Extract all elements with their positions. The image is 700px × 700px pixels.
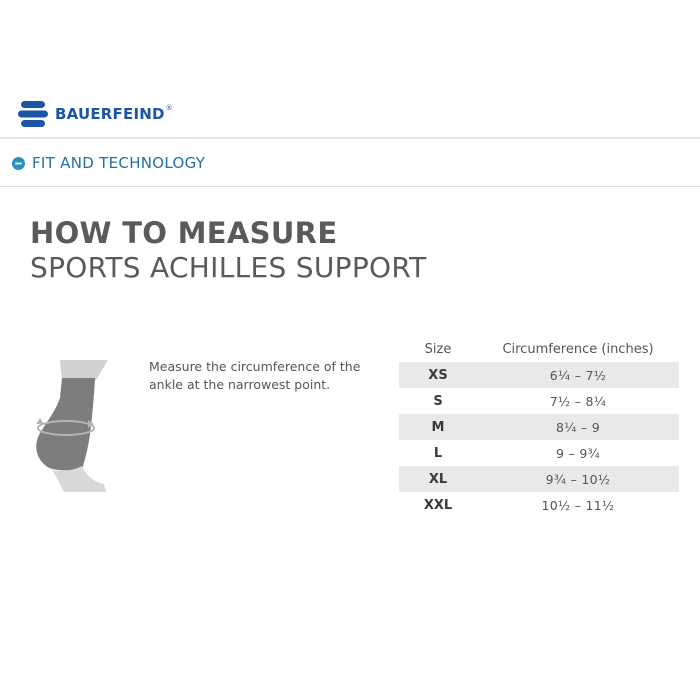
table-row xyxy=(399,466,679,492)
circumference-cell: 9 – 9¾ xyxy=(555,445,601,461)
section-title: FIT AND TECHNOLOGY xyxy=(32,154,206,172)
column-header-circumference: Circumference (inches) xyxy=(502,341,654,357)
size-cell: L xyxy=(433,445,443,461)
circumference-cell: 10½ – 11½ xyxy=(541,497,615,513)
size-cell: XS xyxy=(399,362,477,388)
collapse-minus-icon xyxy=(12,157,25,170)
circumference-cell: 7½ – 8¼ xyxy=(549,393,607,409)
circumference-cell: 9¾ – 10½ xyxy=(477,466,679,492)
header-divider xyxy=(0,137,700,139)
ankle-support-icon xyxy=(22,358,114,494)
table-row xyxy=(399,388,679,414)
brand-name: BAUERFEIND xyxy=(55,105,165,123)
size-table xyxy=(399,336,679,518)
size-cell: M xyxy=(399,414,477,440)
table-row xyxy=(399,492,679,518)
size-cell: XL xyxy=(399,466,477,492)
page-title: HOW TO MEASURE xyxy=(30,216,338,250)
table-row xyxy=(399,440,679,466)
table-header-row xyxy=(399,336,679,362)
measurement-instruction: Measure the circumference of the ankle at the narrowest point. xyxy=(149,359,361,392)
bauerfeind-logo-icon xyxy=(18,100,51,128)
size-cell: S xyxy=(433,393,443,409)
table-row xyxy=(399,414,679,440)
section-divider xyxy=(0,186,700,187)
registered-mark: ® xyxy=(165,104,173,112)
circumference-cell: 6¼ – 7½ xyxy=(477,362,679,388)
section-toggle-fit-and-technology[interactable] xyxy=(12,152,205,174)
circumference-cell: 8¼ – 9 xyxy=(477,414,679,440)
size-cell: XXL xyxy=(423,497,453,513)
column-header-size: Size xyxy=(424,341,452,357)
page-subtitle: SPORTS ACHILLES SUPPORT xyxy=(30,251,427,284)
brand-logo[interactable] xyxy=(18,99,173,129)
table-row xyxy=(399,362,679,388)
